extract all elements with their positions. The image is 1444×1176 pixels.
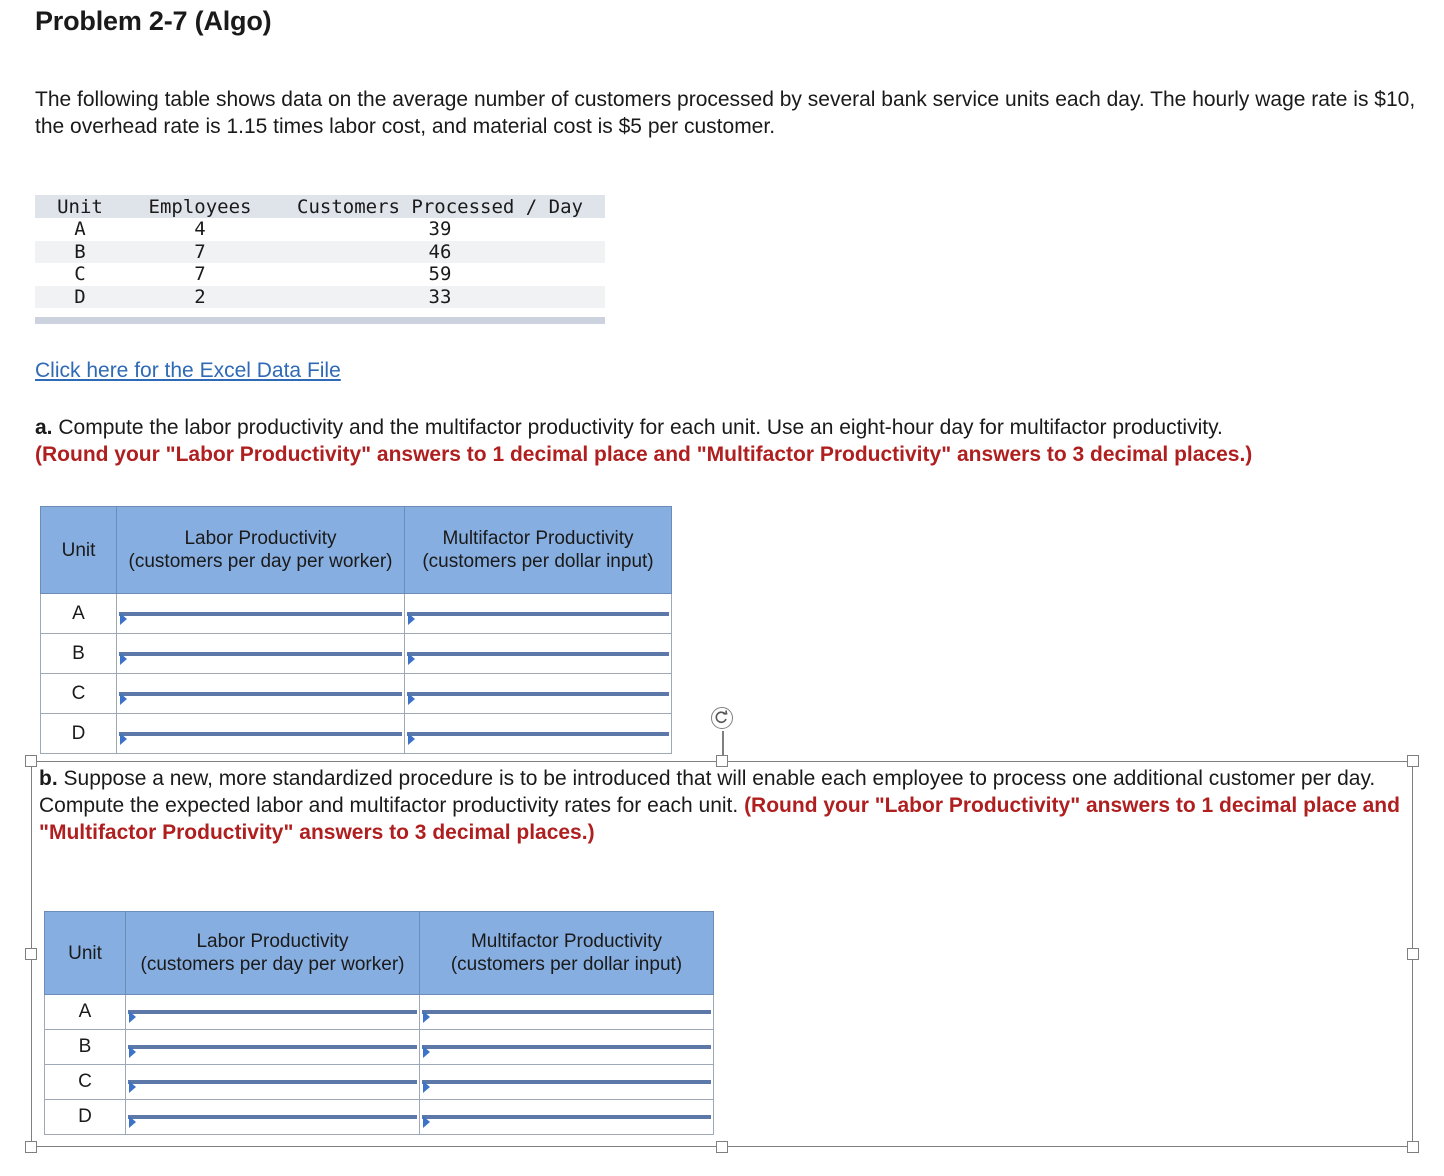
- rotate-icon[interactable]: [711, 707, 733, 729]
- multi-header-line1: Multifactor Productivity: [470, 931, 663, 952]
- part-b-instruction: (Round your "Labor Productivity" answers to 1 decimal place and "Multifactor Productivity" answers to 3 decimal places.): [39, 794, 1400, 844]
- rotate-handle-line: [722, 731, 724, 755]
- part-b-text: Suppose a new, more standardized procedure is to be introduced that will enable each employee to process one additional customer per day. Compute the expected labor and multifactor productivity rates for each unit.: [39, 767, 1376, 817]
- answer-row: [41, 634, 672, 674]
- answer-header-labor: [117, 507, 405, 594]
- multifactor-productivity-input-c[interactable]: [407, 692, 669, 696]
- answer-unit-label: B: [41, 634, 117, 674]
- answer-unit-label: A: [41, 594, 117, 634]
- multifactor-productivity-input-a[interactable]: [407, 612, 669, 616]
- multi-header-line2: (customers per dollar input): [450, 954, 683, 975]
- table-row: [35, 218, 605, 241]
- column-header-unit: Unit: [35, 195, 125, 218]
- answer-header-multifactor: [420, 912, 714, 995]
- labor-productivity-input-c[interactable]: [119, 692, 402, 696]
- expected-multifactor-productivity-input-c[interactable]: [422, 1080, 711, 1084]
- cell-customers: 39: [428, 218, 452, 241]
- cell-customers: 46: [275, 241, 605, 264]
- cell-customers: 59: [428, 263, 452, 286]
- answer-row: [45, 995, 714, 1030]
- answer-row: [41, 594, 672, 634]
- answer-header-unit: Unit: [45, 912, 126, 995]
- expected-multifactor-productivity-input-d[interactable]: [422, 1115, 711, 1119]
- answer-row: [45, 1100, 714, 1135]
- resize-handle[interactable]: [25, 1141, 37, 1153]
- cell-customers: 33: [275, 286, 605, 309]
- answer-header-multifactor: [405, 507, 672, 594]
- labor-header-line2: (customers per day per worker): [140, 954, 405, 975]
- resize-handle[interactable]: [25, 755, 37, 767]
- expected-labor-productivity-input-b[interactable]: [128, 1045, 417, 1049]
- cell-employees: 7: [194, 263, 206, 286]
- answer-unit-label: C: [45, 1065, 126, 1100]
- cell-employees: 2: [125, 286, 275, 309]
- answer-row: [45, 1065, 714, 1100]
- answer-unit-label: A: [45, 995, 126, 1030]
- cell-unit: C: [74, 263, 86, 286]
- resize-handle[interactable]: [1407, 1141, 1419, 1153]
- table-row: [35, 263, 605, 286]
- answer-row: [45, 1030, 714, 1065]
- multi-header-line1: Multifactor Productivity: [442, 528, 634, 549]
- labor-productivity-input-b[interactable]: [119, 652, 402, 656]
- cell-unit: D: [35, 286, 125, 309]
- resize-handle[interactable]: [1407, 948, 1419, 960]
- multifactor-productivity-input-b[interactable]: [407, 652, 669, 656]
- labor-header-line1: Labor Productivity: [184, 528, 337, 549]
- expected-labor-productivity-input-c[interactable]: [128, 1080, 417, 1084]
- answer-table-b: [44, 911, 714, 1135]
- table-row: [35, 286, 605, 309]
- page-title: Problem 2-7 (Algo): [35, 6, 272, 36]
- resize-handle[interactable]: [25, 948, 37, 960]
- excel-data-link[interactable]: Click here for the Excel Data File: [35, 359, 341, 382]
- multifactor-productivity-input-d[interactable]: [407, 732, 669, 736]
- labor-header-line2: (customers per day per worker): [128, 551, 393, 572]
- part-a-label: a.: [35, 416, 53, 439]
- column-header-customers: Customers Processed / Day: [275, 195, 605, 218]
- table-footer-bar: [35, 317, 605, 324]
- part-b-label: b.: [39, 767, 58, 790]
- question-part-a: [35, 414, 1430, 468]
- answer-row: [41, 674, 672, 714]
- answer-unit-label: D: [41, 714, 117, 754]
- labor-productivity-input-a[interactable]: [119, 612, 402, 616]
- labor-header-line1: Labor Productivity: [196, 931, 349, 952]
- multi-header-line2: (customers per dollar input): [422, 551, 654, 572]
- customer-data-table: [35, 195, 605, 308]
- column-header-employees: Employees: [125, 195, 275, 218]
- cell-unit: A: [74, 218, 86, 241]
- problem-intro: The following table shows data on the average number of customers processed by several bank service units each day. The hourly wage rate is $10, the overhead rate is 1.15 times labor cost, and material cost is $5 per customer.: [35, 88, 1416, 138]
- answer-unit-label: D: [45, 1100, 126, 1135]
- question-part-b: [39, 765, 1414, 846]
- resize-handle[interactable]: [716, 1141, 728, 1153]
- labor-productivity-input-d[interactable]: [119, 732, 402, 736]
- expected-multifactor-productivity-input-a[interactable]: [422, 1010, 711, 1014]
- answer-table-a: [40, 506, 672, 754]
- expected-labor-productivity-input-a[interactable]: [128, 1010, 417, 1014]
- part-a-text: Compute the labor productivity and the multifactor productivity for each unit. Use an eight-hour day for multifactor productivity.: [52, 416, 1223, 439]
- answer-unit-label: B: [45, 1030, 126, 1065]
- cell-unit: B: [35, 241, 125, 264]
- cell-employees: 7: [125, 241, 275, 264]
- answer-row: [41, 714, 672, 754]
- expected-labor-productivity-input-d[interactable]: [128, 1115, 417, 1119]
- cell-employees: 4: [194, 218, 206, 241]
- answer-unit-label: C: [41, 674, 117, 714]
- answer-header-labor: [126, 912, 420, 995]
- answer-header-unit: Unit: [41, 507, 117, 594]
- table-row: [35, 241, 605, 264]
- expected-multifactor-productivity-input-b[interactable]: [422, 1045, 711, 1049]
- part-a-instruction: (Round your "Labor Productivity" answers to 1 decimal place and "Multifactor Productivity" answers to 3 decimal places.): [35, 443, 1253, 466]
